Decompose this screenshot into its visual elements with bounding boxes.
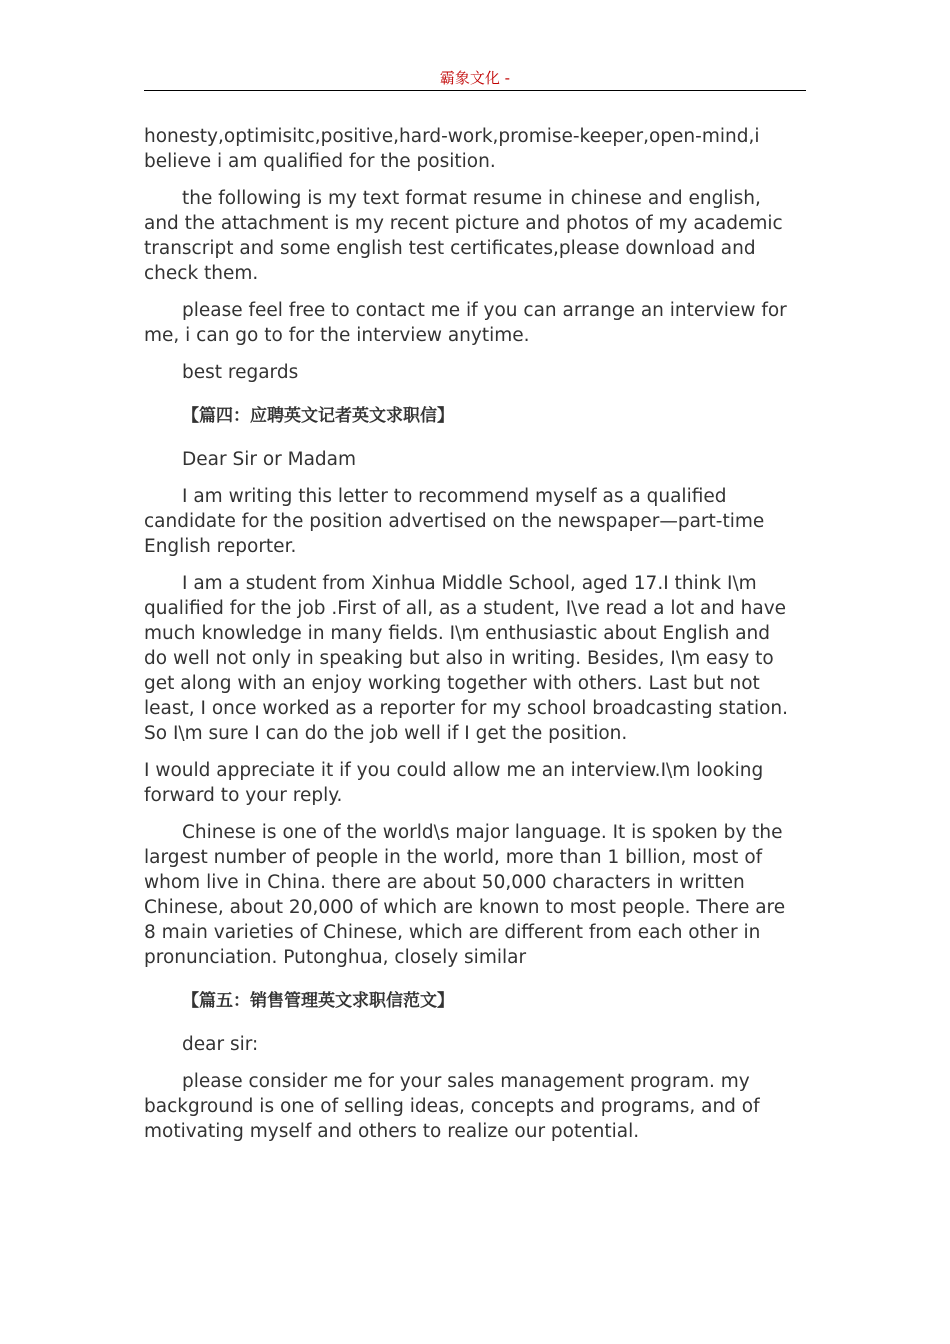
paragraph-student-intro: I am a student from Xinhua Middle School, aged 17.I think I\m qualified for the job .First of all, as a student, I\ve read a lot and have much knowledge in many fields. I\m enthusiastic about English and do well not only in speaking but also in writing. Besides, I\m easy to get along with an enjoy working together with others. Last but not least, I once worked as a reporter for my school broadcasting station. So I\m sure I can do the job well if I get the position. <box>144 573 789 744</box>
section-heading-4: 【篇四：应聘英文记者英文求职信】 <box>182 406 454 426</box>
section-heading-5: 【篇五：销售管理英文求职信范文】 <box>182 991 454 1011</box>
paragraph-resume-attachment: the following is my text format resume in chinese and english, and the attachment is my recent picture and photos of my academic transcript and some english test certificates,please download and check them. <box>144 188 783 284</box>
paragraph-recommend: I am writing this letter to recommend myself as a qualified candidate for the position advertised on the newspaper—part-time English reporter. <box>144 486 765 557</box>
header-title: 霸象文化 - <box>439 69 511 87</box>
paragraph-sales-program: please consider me for your sales management program. my background is one of selling ideas, concepts and programs, and of motivating myself and others to realize our potential. <box>144 1071 760 1142</box>
page-header <box>144 66 806 91</box>
paragraph-chinese-language: Chinese is one of the world\s major language. It is spoken by the largest number of people in the world, more than 1 billion, most of whom live in China. there are about 50,000 characters in written Chinese, about 20,000 of which are known to most people. There are 8 main varieties of Chinese, which are different from each other in pronunciation. Putonghua, closely similar <box>144 822 786 968</box>
paragraph-qualities: honesty,optimisitc,positive,hard-work,promise-keeper,open-mind,i believe i am qualified for the position. <box>144 126 760 172</box>
paragraph-salutation: Dear Sir or Madam <box>182 449 357 470</box>
paragraph-contact: please feel free to contact me if you can arrange an interview for me, i can go to for the interview anytime. <box>144 300 787 346</box>
document-body <box>144 124 792 1156</box>
paragraph-dear-sir: dear sir: <box>182 1034 259 1055</box>
paragraph-interview-request: I would appreciate it if you could allow me an interview.I\m looking forward to your reply. <box>144 760 764 806</box>
paragraph-closing: best regards <box>182 362 299 383</box>
